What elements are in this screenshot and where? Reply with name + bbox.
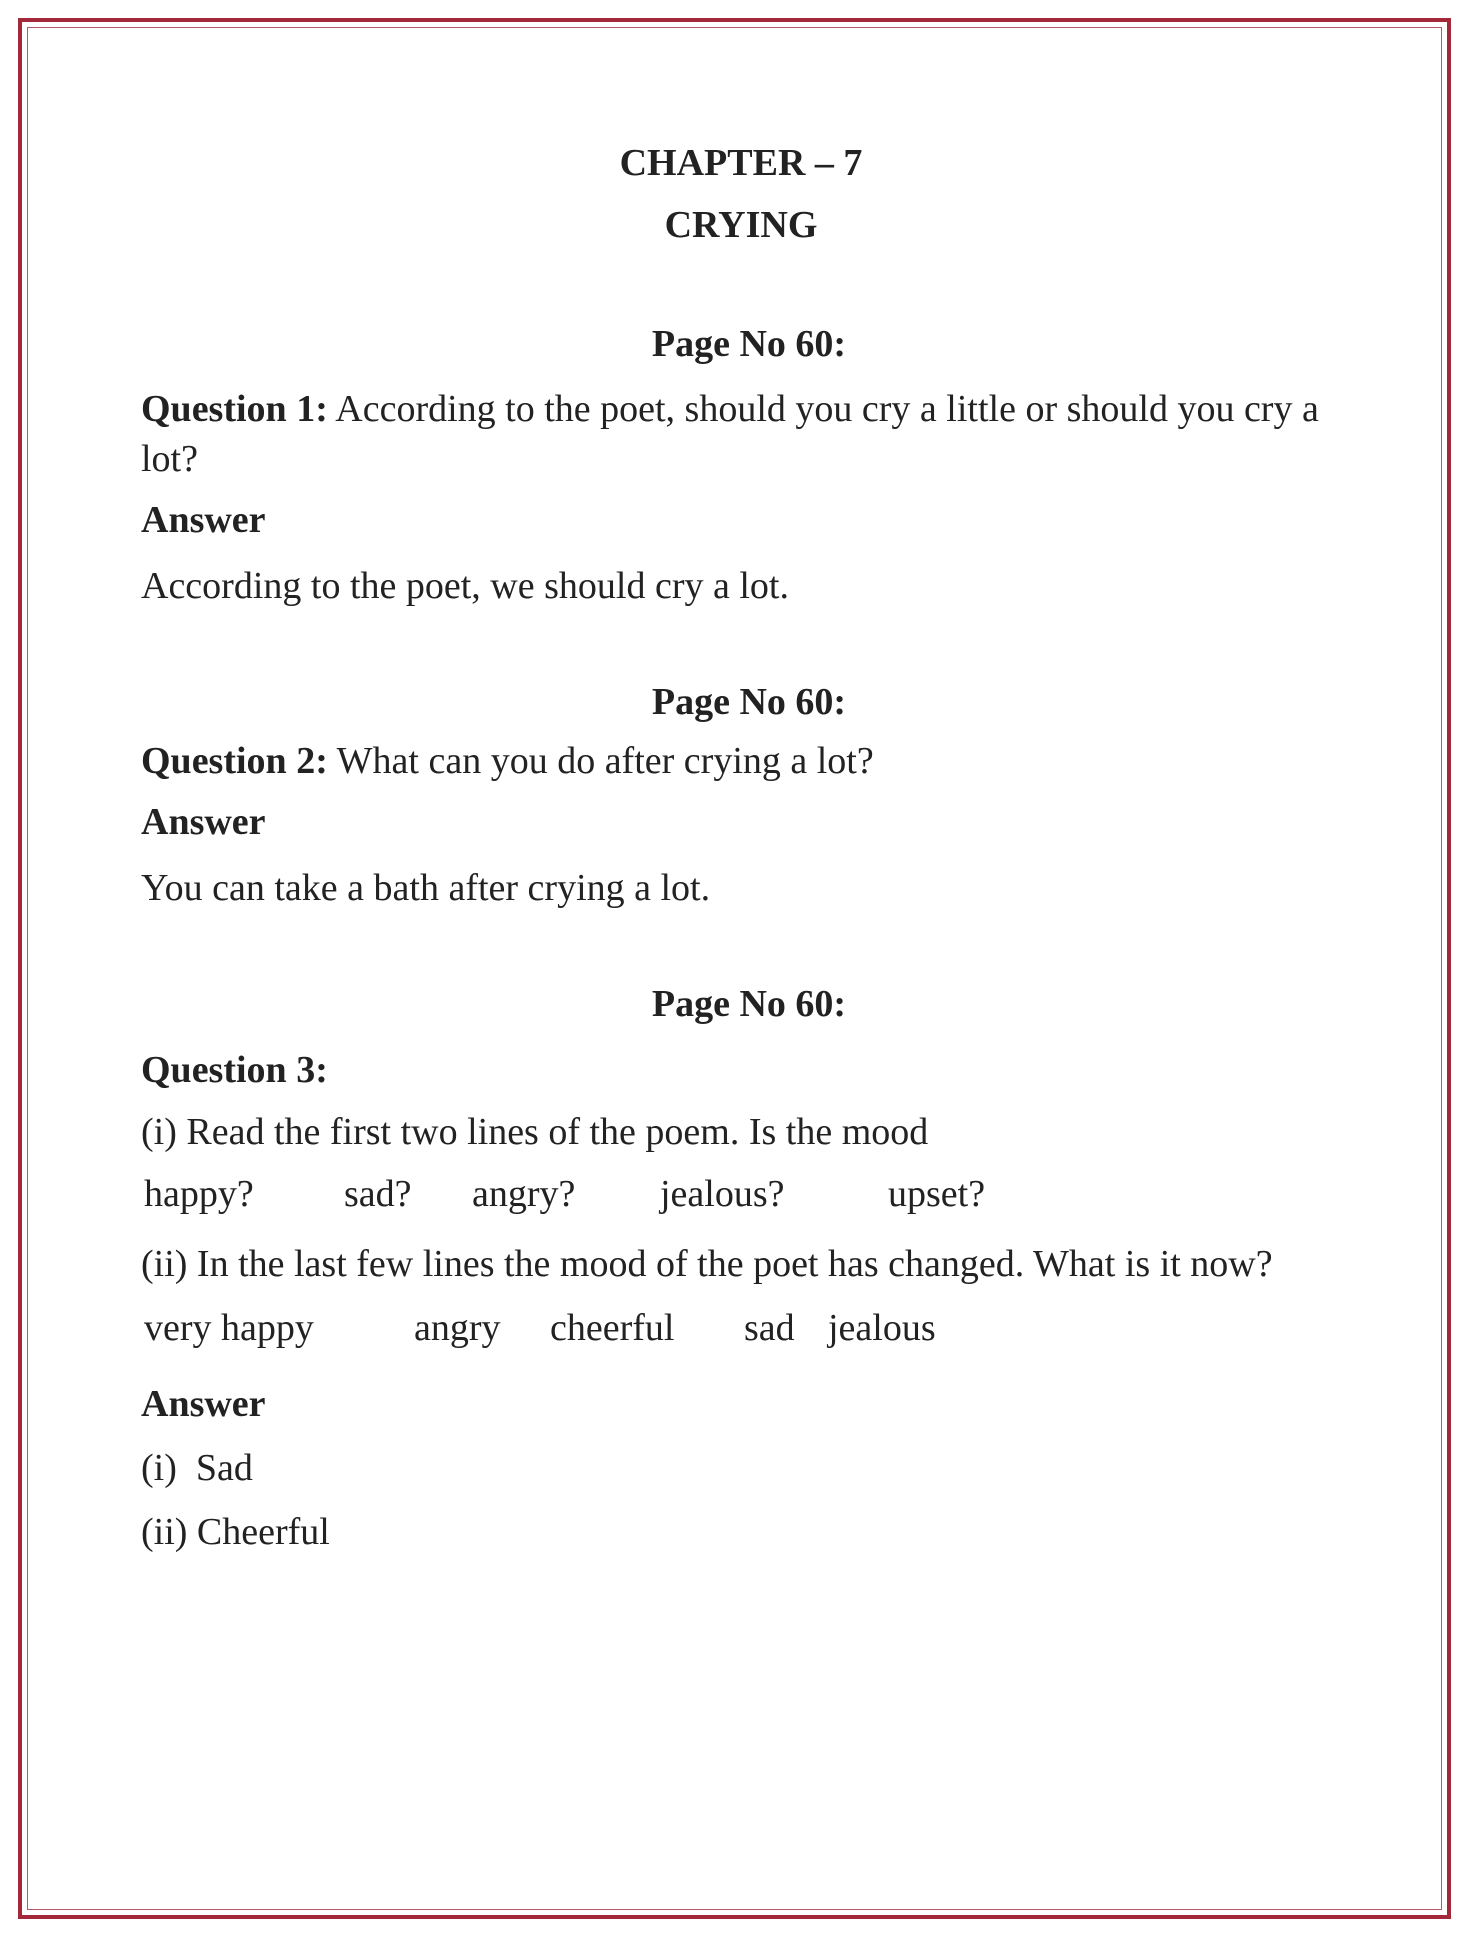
document-content bbox=[141, 130, 1341, 1554]
mood-options-1 bbox=[141, 1172, 1341, 1218]
option-item: upset? bbox=[888, 1173, 986, 1215]
question-section-2 bbox=[141, 680, 1341, 910]
question-label: Question 1: bbox=[141, 388, 328, 430]
answer-item: (i) Sad bbox=[141, 1447, 253, 1489]
chapter-title: CRYING bbox=[664, 204, 818, 246]
chapter-number: CHAPTER – 7 bbox=[619, 142, 863, 184]
question-2 bbox=[141, 736, 1341, 786]
answer-text: According to the poet, we should cry a lot. bbox=[141, 565, 789, 607]
question-part-1: (i) Read the first two lines of the poem. Is the mood bbox=[141, 1111, 929, 1153]
option-item: sad bbox=[744, 1307, 795, 1349]
option-item: very happy bbox=[144, 1307, 314, 1349]
question-1 bbox=[141, 384, 1341, 484]
option-item: happy? bbox=[144, 1173, 254, 1215]
question-section-3 bbox=[141, 982, 1341, 1554]
question-text: What can you do after crying a lot? bbox=[327, 740, 874, 782]
answer-item: (ii) Cheerful bbox=[141, 1511, 330, 1553]
option-item: jealous bbox=[828, 1307, 936, 1349]
answer-text: You can take a bath after crying a lot. bbox=[141, 867, 711, 909]
page-heading: Page No 60: bbox=[651, 323, 847, 365]
answer-label: Answer bbox=[141, 1383, 266, 1425]
question-text: According to the poet, should you cry a little or should you cry a lot? bbox=[141, 388, 1319, 480]
answer-label: Answer bbox=[141, 499, 266, 541]
page-heading: Page No 60: bbox=[651, 681, 847, 723]
option-item: jealous? bbox=[660, 1173, 785, 1215]
option-item: cheerful bbox=[550, 1307, 675, 1349]
question-part-2: (ii) In the last few lines the mood of the poet has changed. What is it now? bbox=[141, 1243, 1273, 1285]
mood-options-2 bbox=[141, 1306, 1341, 1352]
answer-label: Answer bbox=[141, 801, 266, 843]
question-label: Question 2: bbox=[141, 740, 328, 782]
question-label: Question 3: bbox=[141, 1049, 328, 1091]
option-item: sad? bbox=[344, 1173, 412, 1215]
page-heading: Page No 60: bbox=[651, 983, 847, 1025]
option-item: angry bbox=[414, 1307, 501, 1349]
question-section-1 bbox=[141, 322, 1341, 608]
option-item: angry? bbox=[472, 1173, 576, 1215]
